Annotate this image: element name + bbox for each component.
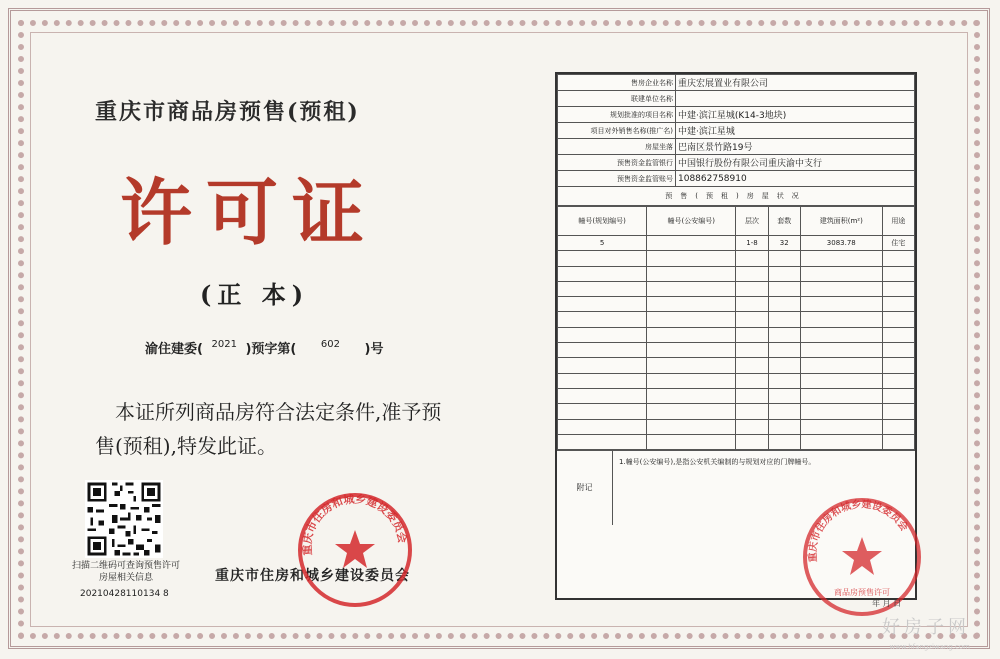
table-cell [736, 434, 768, 449]
table-cell [647, 281, 736, 296]
table-cell [558, 404, 647, 419]
table-cell [736, 297, 768, 312]
info-row [558, 123, 915, 139]
table-cell [882, 343, 914, 358]
table-cell [558, 266, 647, 281]
table-row [558, 373, 915, 388]
table-row [558, 419, 915, 434]
qr-caption: 扫描二维码可查询预售许可房屋相关信息 [72, 561, 181, 583]
table-cell [647, 266, 736, 281]
table-cell [736, 373, 768, 388]
issuer-name: 重庆市住房和城乡建设委员会 [215, 568, 410, 584]
table-cell [882, 251, 914, 266]
seal2-bottom-text: 商品房预售许可 [834, 588, 890, 597]
table-cell [800, 388, 882, 403]
table-cell [882, 266, 914, 281]
table-cell: 5 [558, 236, 647, 251]
table-row [558, 343, 915, 358]
table-cell [800, 266, 882, 281]
info-label: 预售资金监管银行 [558, 155, 676, 171]
info-value [676, 91, 915, 107]
doc-year: 2021 [211, 339, 237, 350]
table-cell [647, 236, 736, 251]
watermark-url: www.hfangziwang.com [889, 643, 970, 651]
table-cell [736, 281, 768, 296]
doc-suffix: )号 [364, 342, 384, 357]
table-cell [736, 388, 768, 403]
table-cell [558, 419, 647, 434]
table-row [558, 281, 915, 296]
table-cell [800, 358, 882, 373]
column-header: 套数 [768, 207, 800, 236]
issue-date: 年 月 日 [872, 599, 902, 608]
info-value: 中建·滨江星城 [676, 123, 915, 139]
table-cell [736, 419, 768, 434]
table-cell [768, 266, 800, 281]
table-cell [800, 251, 882, 266]
table-cell [768, 312, 800, 327]
table-cell [647, 312, 736, 327]
seal2-text: 重庆市住房和城乡建设委员会 [807, 499, 910, 563]
qr-code-icon[interactable] [85, 480, 163, 558]
info-row [558, 107, 915, 123]
table-cell [647, 343, 736, 358]
certificate-heading: 重庆市商品房预售(预租) [95, 99, 360, 125]
table-cell [736, 312, 768, 327]
table-cell [882, 404, 914, 419]
copy-type-label: (正 本) [200, 280, 310, 309]
certificate-main-title: 许可证 [120, 170, 379, 255]
table-cell [736, 266, 768, 281]
table-cell [558, 434, 647, 449]
table-cell [647, 404, 736, 419]
column-header: 建筑面积(m²) [800, 207, 882, 236]
table-cell [558, 327, 647, 342]
table-cell [558, 312, 647, 327]
document-number [145, 338, 383, 357]
table-cell [647, 373, 736, 388]
info-row [558, 139, 915, 155]
table-cell [736, 358, 768, 373]
table-row [558, 434, 915, 449]
presale-seal-icon [800, 495, 925, 620]
info-row [558, 171, 915, 187]
table-cell [800, 297, 882, 312]
table-cell [768, 327, 800, 342]
table-cell [882, 419, 914, 434]
table-cell [768, 281, 800, 296]
table-cell [736, 343, 768, 358]
units-table [557, 206, 915, 450]
table-cell [768, 373, 800, 388]
table-cell [768, 297, 800, 312]
table-cell [768, 434, 800, 449]
table-cell [647, 358, 736, 373]
info-row [558, 91, 915, 107]
table-cell [882, 327, 914, 342]
official-seal-icon [295, 490, 415, 610]
table-cell [647, 434, 736, 449]
table-cell [800, 404, 882, 419]
table-cell [647, 419, 736, 434]
table-cell [882, 388, 914, 403]
table-cell [736, 327, 768, 342]
table-cell [558, 251, 647, 266]
watermark-logo: 好房子网 [882, 617, 970, 638]
table-cell: 1-8 [736, 236, 768, 251]
remarks-label: 附记 [557, 451, 613, 525]
info-value: 108862758910 [676, 171, 915, 187]
qr-serial: 20210428110134 8 [80, 589, 169, 599]
table-row [558, 266, 915, 281]
table-cell [768, 251, 800, 266]
table-cell [647, 297, 736, 312]
info-label: 售房企业名称 [558, 75, 676, 91]
column-header: 层次 [736, 207, 768, 236]
table-cell [768, 404, 800, 419]
table-row [558, 236, 915, 251]
table-row [558, 358, 915, 373]
section-title: 预售(预租)房屋状况 [558, 187, 915, 206]
table-cell [558, 358, 647, 373]
table-cell [768, 343, 800, 358]
table-cell [882, 312, 914, 327]
table-cell [882, 281, 914, 296]
info-label: 联建单位名称 [558, 91, 676, 107]
table-cell [647, 251, 736, 266]
info-value: 重庆宏展置业有限公司 [676, 75, 915, 91]
table-row [558, 327, 915, 342]
doc-prefix: 渝住建委( [145, 342, 203, 357]
table-cell [647, 388, 736, 403]
table-cell [558, 281, 647, 296]
table-cell: 3083.78 [800, 236, 882, 251]
seal-text: 重庆市住房和城乡建设委员会 [300, 492, 410, 556]
table-row [558, 297, 915, 312]
table-cell [768, 419, 800, 434]
table-cell: 32 [768, 236, 800, 251]
table-cell [882, 434, 914, 449]
table-cell [882, 373, 914, 388]
info-label: 房屋坐落 [558, 139, 676, 155]
info-value: 中国银行股份有限公司重庆渝中支行 [676, 155, 915, 171]
info-label: 规划批准的项目名称 [558, 107, 676, 123]
table-cell [558, 388, 647, 403]
doc-number-value: 602 [320, 339, 340, 350]
table-cell [800, 419, 882, 434]
doc-mid: )预字第( [245, 342, 297, 357]
info-value: 中建·滨江星城(K14-3地块) [676, 107, 915, 123]
table-cell [558, 297, 647, 312]
table-cell [800, 434, 882, 449]
table-cell [558, 343, 647, 358]
table-row [558, 388, 915, 403]
info-table [557, 74, 915, 206]
info-value: 巴南区景竹路19号 [676, 139, 915, 155]
table-cell [768, 388, 800, 403]
info-label: 项目对外销售名称(推广名) [558, 123, 676, 139]
table-cell [800, 327, 882, 342]
table-cell [882, 358, 914, 373]
table-row [558, 312, 915, 327]
info-row [558, 75, 915, 91]
remarks-text: 1.幢号(公安编号),是指公安机关编制的与规划对应的门牌幢号。 [619, 458, 816, 467]
table-cell [768, 358, 800, 373]
info-label: 预售资金监管账号 [558, 171, 676, 187]
table-cell [736, 251, 768, 266]
column-header: 幢号(规划编号) [558, 207, 647, 236]
table-row [558, 251, 915, 266]
table-row [558, 404, 915, 419]
certificate-statement: 本证所列商品房符合法定条件,准予预售(预租),特发此证。 [95, 400, 442, 458]
column-header: 幢号(公安编号) [647, 207, 736, 236]
table-cell [736, 404, 768, 419]
table-cell [800, 312, 882, 327]
table-cell [800, 373, 882, 388]
table-cell [882, 297, 914, 312]
table-cell [800, 281, 882, 296]
table-cell [558, 373, 647, 388]
column-header: 用途 [882, 207, 914, 236]
info-row [558, 155, 915, 171]
table-cell [800, 343, 882, 358]
table-cell [647, 327, 736, 342]
table-cell: 住宅 [882, 236, 914, 251]
